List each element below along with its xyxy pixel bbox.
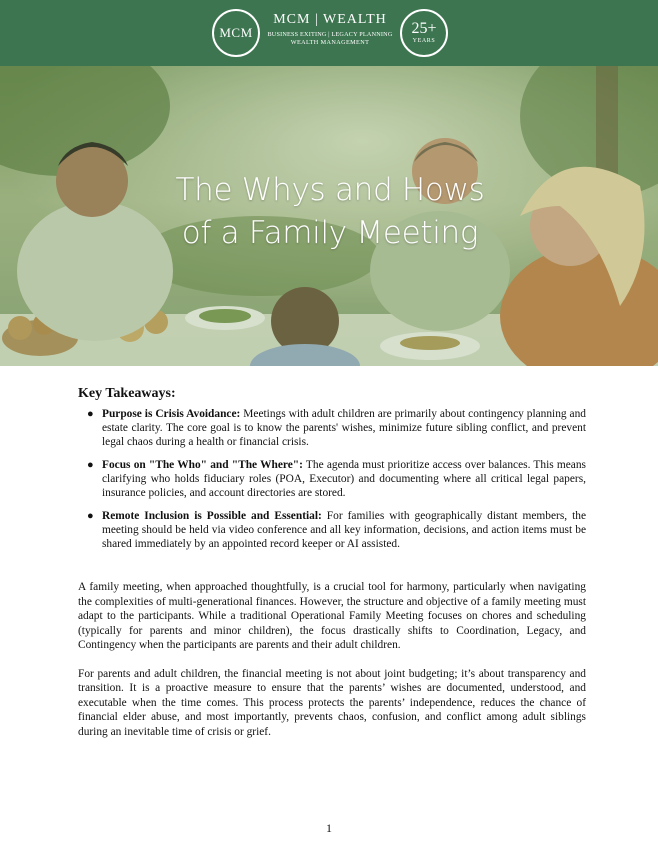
takeaway-text: The agenda must prioritize access over balances. This means clarifying who holds fiduciary roles (POA, Executor) and documenting where all critical legal papers, insurance policies, and account directories are stored. bbox=[102, 459, 586, 499]
brand-tagline-2: WEALTH MANAGEMENT bbox=[290, 39, 370, 46]
years-badge-number: 25+ bbox=[411, 20, 437, 37]
company-logo bbox=[212, 6, 448, 60]
body-paragraph-1: A family meeting, when approached thoughtfully, is a crucial tool for harmony, particularly when navigating the complexities of multi-generational finances. However, the structure and objective of a family meeting must adapt to the participants. While a traditional Operational Family Meeting focuses on chores and scheduling (typically for parents and minor children), the focus drastically shifts to Coordination, Legacy, and Contingency when the participants are parents and their adult children. bbox=[78, 581, 586, 651]
hero-photo bbox=[0, 66, 658, 366]
key-takeaways-heading: Key Takeaways: bbox=[78, 386, 176, 401]
takeaway-bold-label: Remote Inclusion is Possible and Essential: bbox=[102, 510, 322, 522]
bullet-icon: ● bbox=[87, 459, 94, 471]
title-line-1: The Whys and Hows bbox=[175, 172, 485, 208]
years-badge-label: YEARS bbox=[412, 38, 436, 44]
takeaway-bold-label: Focus on "The Who" and "The Where": bbox=[102, 459, 303, 471]
takeaway-bold-label: Purpose is Crisis Avoidance: bbox=[102, 408, 241, 420]
bullet-icon: ● bbox=[87, 408, 94, 420]
years-badge bbox=[400, 9, 448, 57]
takeaway-text: For families with geographically distant members, the meeting should be held via video conference and all key information, decisions, and action items must be shared immediately by an appointed record keeper or AI assisted. bbox=[102, 510, 587, 550]
page-title bbox=[120, 169, 540, 255]
body-paragraph-2: For parents and adult children, the financial meeting is not about joint budgeting; it’s about transparency and transition. It is a proactive measure to ensure that the parents’ wishes are documented, understood, and executable when the time comes. This process protects the parents’ independence, reduces the chance of financial elder abuse, and most importantly, prevents chaos, confusion, and conflict among adult siblings during an inevitable time of crisis or grief. bbox=[78, 667, 586, 738]
brand-name: MCM | WEALTH bbox=[273, 12, 387, 27]
brand-tagline-1: BUSINESS EXITING | LEGACY PLANNING bbox=[267, 31, 393, 38]
brand-text bbox=[264, 12, 396, 47]
mcm-logo-circle bbox=[212, 9, 260, 57]
main-content bbox=[78, 386, 586, 739]
takeaway-text: Meetings with adult children are primarily about contingency planning and estate clarity. The core goal is to know the parents' wishes, minimize future sibling conflict, and prevent legal chaos during a health or financial crisis. bbox=[102, 408, 586, 448]
page-number: 1 bbox=[326, 821, 332, 835]
list-item bbox=[78, 509, 586, 551]
header-band bbox=[0, 0, 658, 66]
title-line-2: of a Family Meeting bbox=[181, 215, 479, 251]
key-takeaways-list bbox=[78, 407, 586, 551]
list-item bbox=[78, 407, 586, 449]
logo-initials: MCM bbox=[219, 25, 253, 40]
list-item bbox=[78, 458, 586, 500]
bullet-icon: ● bbox=[87, 510, 94, 522]
